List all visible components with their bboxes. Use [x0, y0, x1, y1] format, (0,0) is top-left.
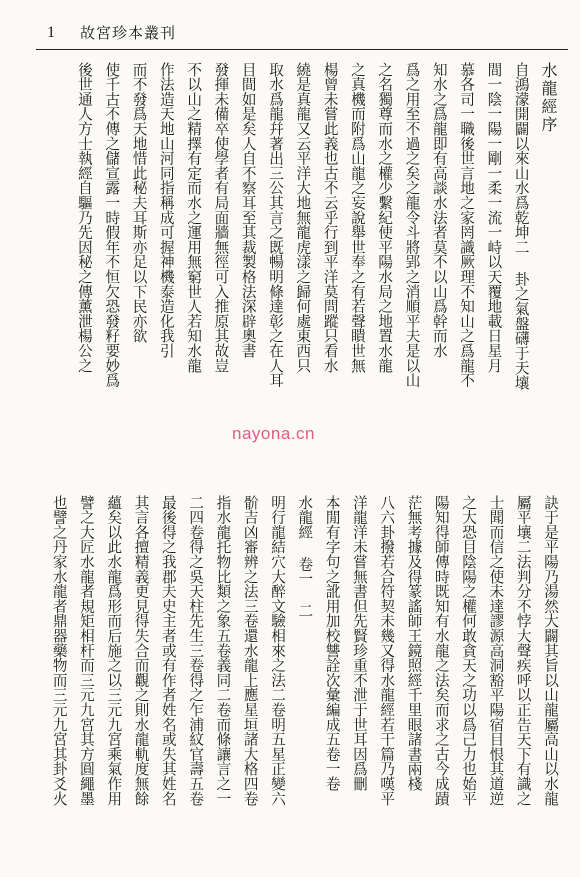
text-column: 其言各擅精義更見得失合而觀之則水龍軌度無餘: [132, 495, 150, 806]
text-column: 後世通人方士執經自驅乃先因秘之傳薰泄楊公之: [75, 62, 93, 373]
text-column: 指水龍托物比類之象五卷義同二卷而條讓言之一: [214, 495, 232, 806]
text-column: 間一陰一陽一剛一柔一流一峙以天覆地載日星月: [485, 62, 503, 373]
text-column: 使千古不傳之儲宣露一時假年不恒欠恐發籽要妙爲: [103, 62, 121, 388]
text-column: 發揮未備卒使學者有局面牆無徑可入推原其故豈: [212, 62, 230, 373]
series-title: 故宮珍本叢刊: [80, 24, 177, 42]
text-column: 之大恐目陰陽之權何敢貪天之功以爲己力也始平: [460, 495, 478, 806]
text-column: 最後得之我郡夫史主者或有作者姓名或失其姓名: [159, 495, 177, 806]
text-column: 明行龍結穴大醉文驗相來之法二卷明五星正變六: [269, 495, 287, 806]
text-column: 蘊矣以此水龍爲形而后施之以三元九宮乘氣作用: [105, 495, 123, 806]
text-column-page-label: 水龍經 卷一 二: [296, 495, 314, 619]
text-column: 茫無考據及得篆謠師王鏡照經千里眼諸書兩棧: [405, 495, 423, 791]
text-column: 爲之用至不過之矣之龍令斗將郢之消順平夫是以山: [403, 62, 421, 388]
text-column: 慕各司一職後世言地之家罔識厥理不知山之爲龍不: [458, 62, 476, 388]
text-column: 二四卷得之吳天柱先生三卷得之乍浦紋官壽五卷: [187, 495, 205, 806]
text-column: 不以山之精擇有定而水之運用無窮世人若知水龍: [185, 62, 203, 373]
text-column: 本閒有字句之訛用加校讐詮次彙編成五卷一卷: [323, 495, 341, 791]
text-column: 而不發爲天地惜此秘夫耳斯亦足以下民亦欲: [130, 62, 148, 344]
text-column: 陽知得師傳時既知有水龍之法矣而求之古今成蹟: [432, 495, 450, 806]
text-column: 目間如是矣人自不察耳至其裁製格法深辟奧書: [239, 62, 257, 358]
page-number: 1: [47, 24, 55, 41]
text-column: 知水之爲龍即有高談水法者莫不以山爲幹而水: [430, 62, 448, 358]
text-column: 也譬之丹家水龍者鼎器藥物而三元九宮其卦爻火: [50, 495, 68, 806]
text-column: 取水爲龍幷著出三公其言之既暢明條達彰之在人耳: [267, 62, 285, 388]
text-column: 楊曾未嘗此義也古不云乎行到平洋莫問蹤只看水: [321, 62, 339, 373]
text-block-top: [74, 62, 560, 417]
header-rule: [36, 49, 568, 50]
text-column: 骱吉凶審辨之法三卷還水龍上應星垣諸大格四卷: [241, 495, 259, 806]
page-header: [0, 0, 580, 58]
watermark: nayona.cn: [232, 424, 315, 443]
text-column: 譬之大匠水龍者規矩相杆而三元九宮其方圓繩墨: [77, 495, 95, 806]
text-column: 士聞而信之使未達謬源高洞豁平陽宿目恨其道逆: [487, 495, 505, 806]
text-column: 八六卦撥若合符契未幾又得水龍經若干篇乃嘆平: [378, 495, 396, 806]
text-column: 屬平壤二法判分不悖大聲疾呼以正告天下有識之: [514, 495, 532, 806]
text-column: 自鴻濛開闢以來山水爲乾坤二 卦之氣盤礴于天壤: [512, 62, 530, 390]
text-column: 之名獨尊而水之權少繫紀使平陽水局之地置水龍: [376, 62, 394, 373]
text-column: 繞是真龍又云平洋大地無龍虎漾之歸何處東西只: [294, 62, 312, 373]
text-column: 作法造天地山河同指稱成可握神機泰造化我引: [157, 62, 175, 358]
text-block-bottom: [50, 495, 562, 845]
text-column: 訣于是平陽乃湯然大闢其旨以山龍屬高山以水龍: [542, 495, 559, 806]
text-column: 之真機而附爲山龍之妄說舉世奉之有若聲瞶世無: [348, 62, 366, 373]
text-column: 洋龍洋未嘗無書但先賢珍重不泄于世耳因爲刪: [350, 495, 368, 791]
text-column-title: 水龍經序: [539, 62, 558, 134]
